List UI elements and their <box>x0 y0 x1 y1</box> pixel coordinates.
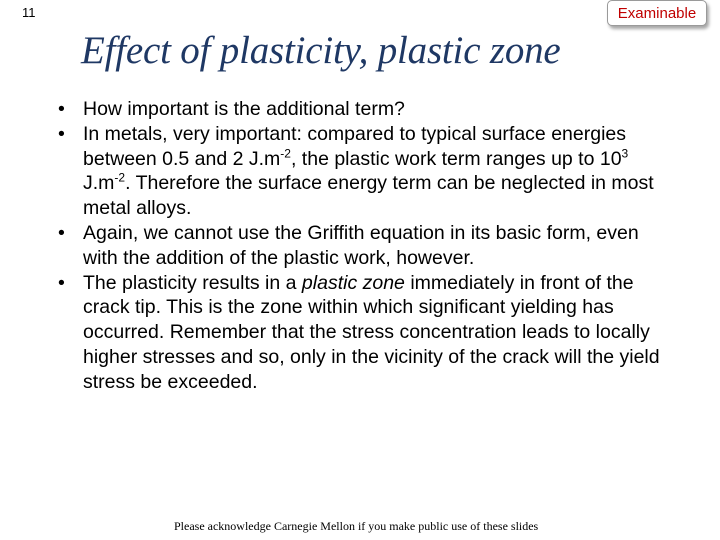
exponent: -2 <box>114 170 126 185</box>
bullet-text-part: , the plastic work term ranges up to 10 <box>290 147 622 170</box>
bullet-dot: • <box>58 122 65 145</box>
bullet-dot: • <box>58 98 65 120</box>
bullet-text <box>83 123 654 219</box>
emphasis-term: plastic zone <box>301 271 405 294</box>
bullet-text-part: immediately in front of the crack tip. This is the zone within which significant yielding has occurred. Remember that the stress concentration leads to locally higher stresses and so, only in the vicinity of the crack will the yield stress be exceeded. <box>83 271 660 393</box>
exponent: 3 <box>621 146 629 161</box>
slide-title: Effect of plasticity, plastic zone <box>81 29 561 72</box>
bullet-text-part: In metals, very important: compared to typical surface energies between 0.5 and 2 J.m <box>83 122 626 170</box>
bullet-item <box>58 271 668 395</box>
footer-note: Please acknowledge Carnegie Mellon if you make public use of these slides <box>174 519 539 533</box>
bullet-text: How important is the additional term? <box>83 98 405 120</box>
bullet-text-part: The plasticity results in a <box>83 271 302 294</box>
bullet-item <box>58 97 668 122</box>
bullet-text: Again, we cannot use the Griffith equation in its basic form, even with the addition of the plastic work, however. <box>83 221 639 269</box>
examinable-badge: Examinable <box>607 0 707 26</box>
slide-number: 11 <box>22 5 36 20</box>
bullet-text-part: J.m <box>83 172 115 195</box>
exponent: -2 <box>280 146 291 161</box>
bullet-item <box>58 122 668 221</box>
bullet-text <box>83 272 660 393</box>
bullet-item <box>58 221 668 271</box>
bullet-dot: • <box>58 271 65 294</box>
bullet-list <box>58 97 668 395</box>
bullet-text-part: . Therefore the surface energy term can be neglected in most metal alloys. <box>83 172 654 220</box>
bullet-dot: • <box>58 221 65 244</box>
